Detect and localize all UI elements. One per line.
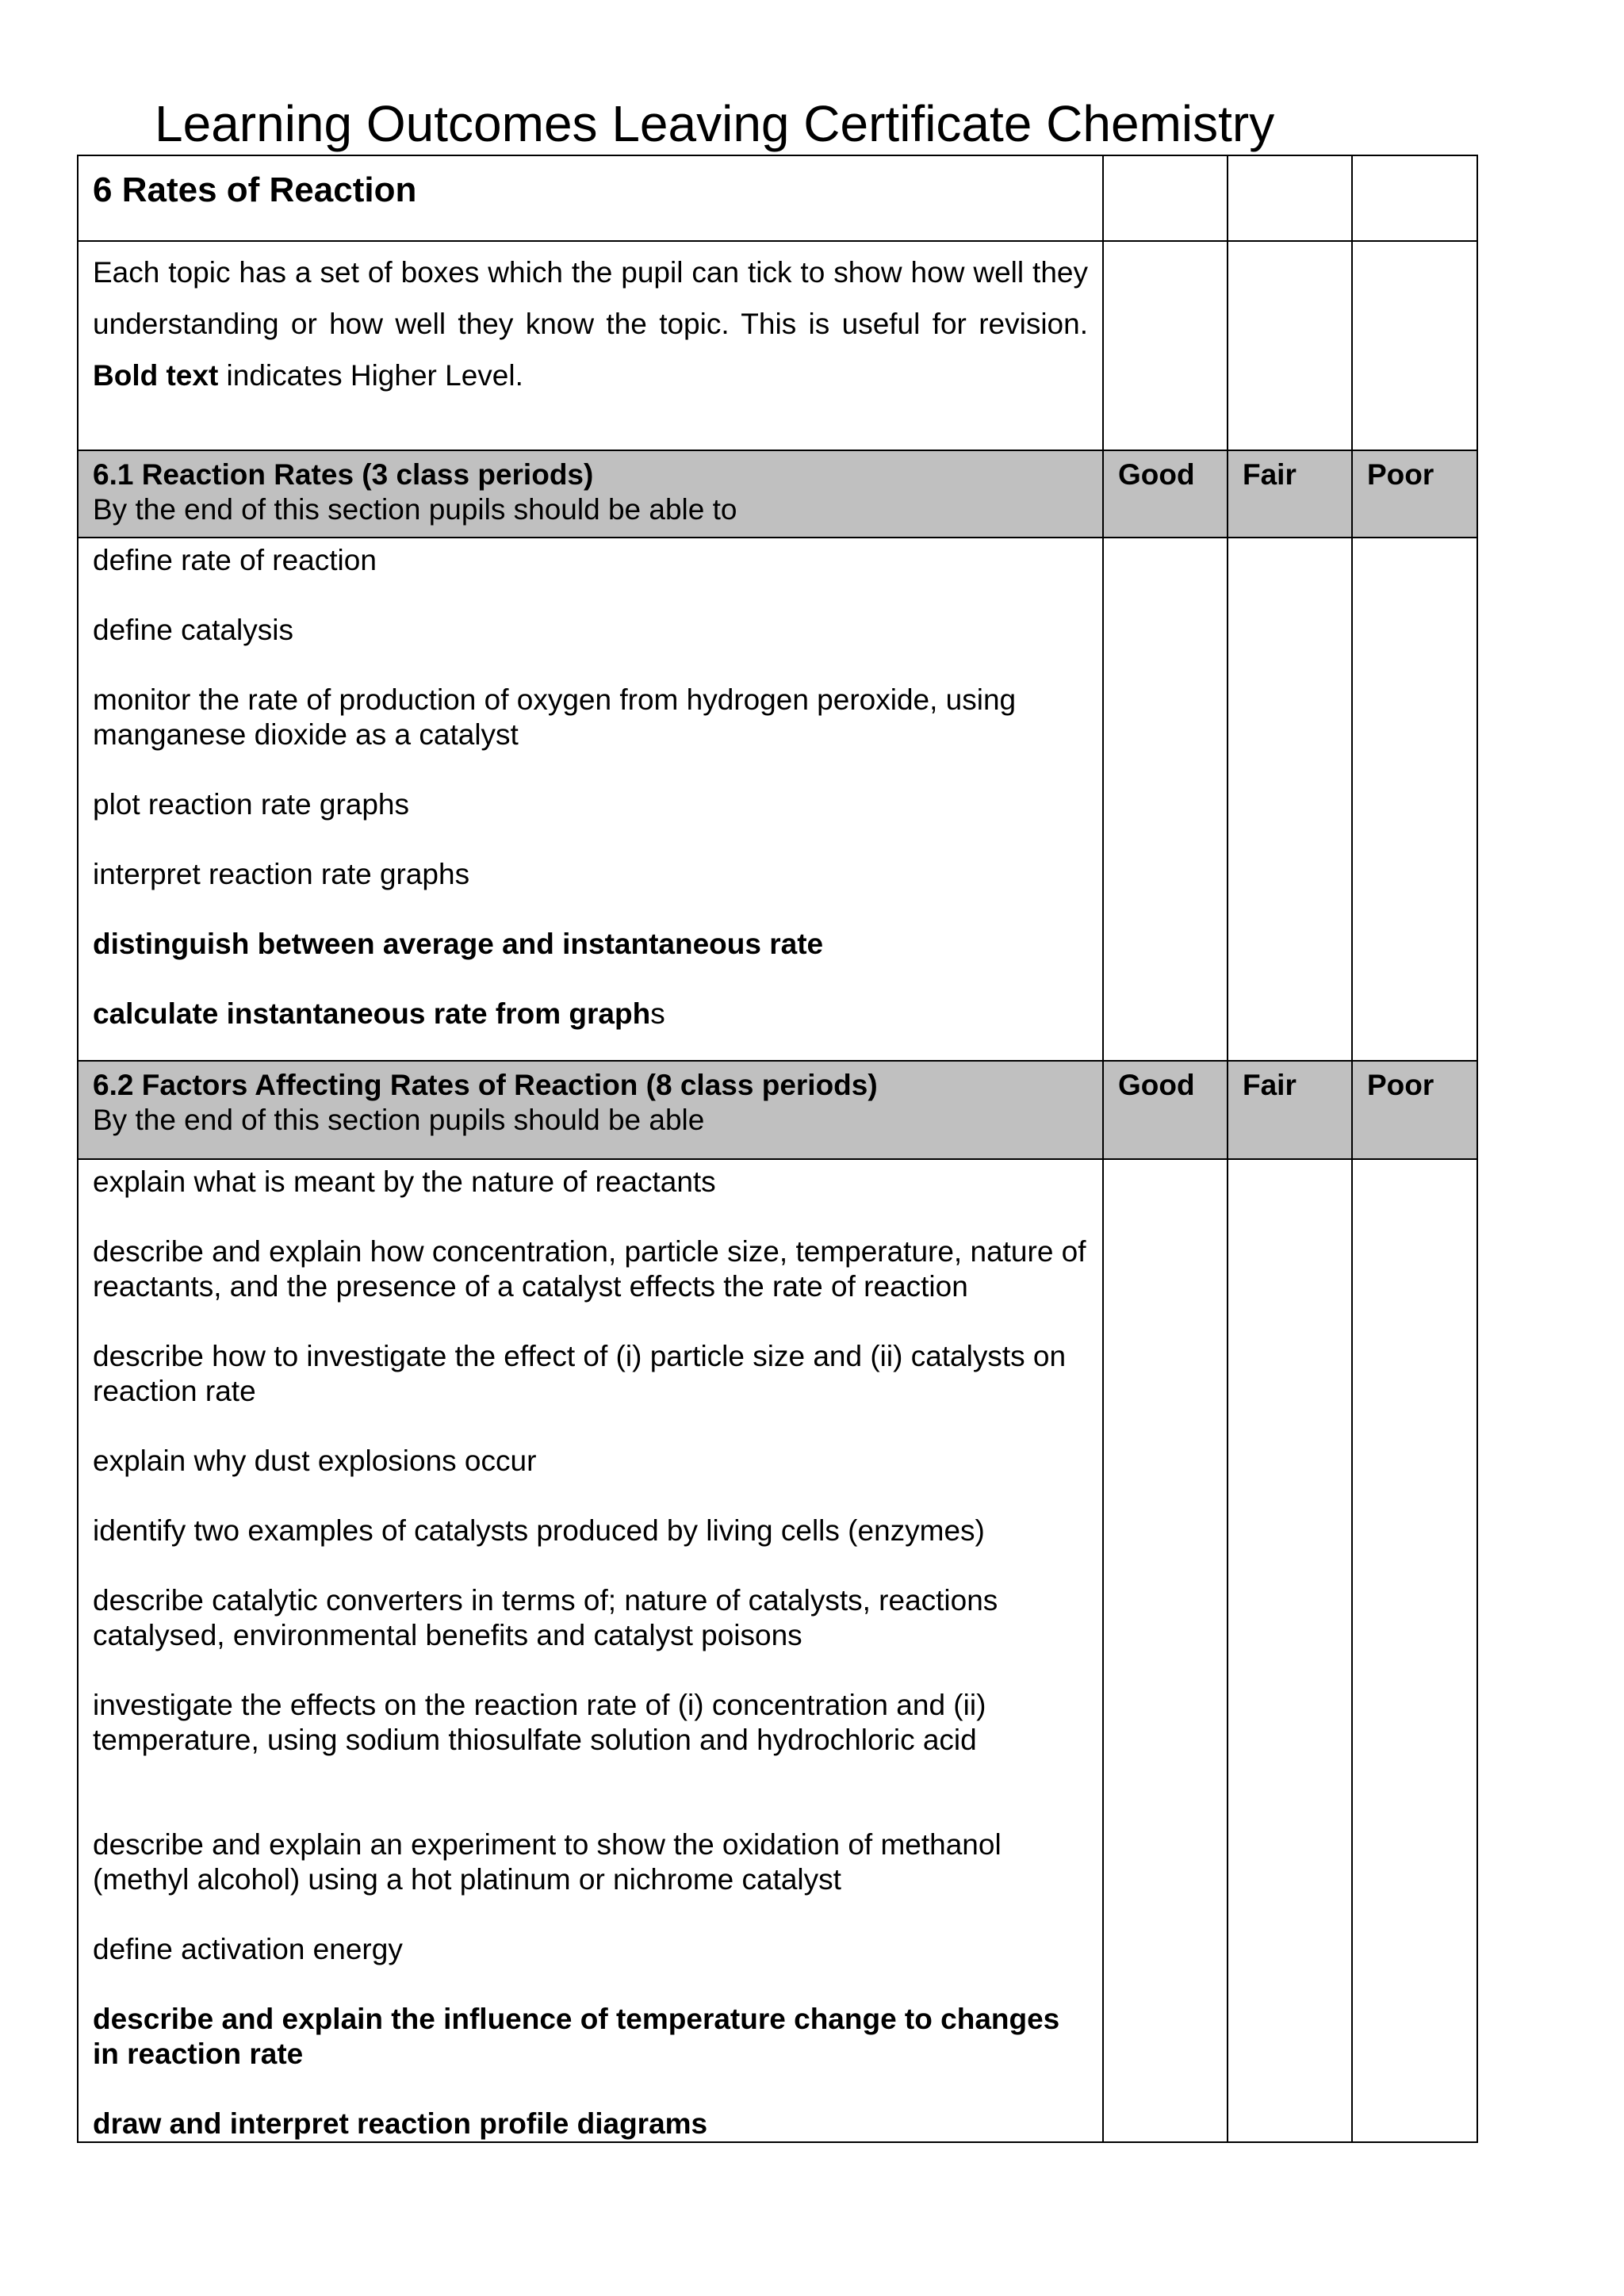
intro-text: Each topic has a set of boxes which the pupil can tick to show how well they understanding or how well they know the topic. This is useful for revision. bbox=[93, 256, 1088, 340]
learning-outcome bbox=[93, 1165, 1088, 1200]
page-title: Learning Outcomes Leaving Certificate Chemistry bbox=[155, 95, 1275, 152]
learning-outcome bbox=[93, 1339, 1088, 1409]
outcome-text: identify two examples of catalysts produced by living cells (enzymes) bbox=[93, 1514, 985, 1547]
tick-box[interactable] bbox=[1352, 155, 1477, 241]
tick-box-poor[interactable] bbox=[1352, 538, 1477, 1061]
rating-label-good: Good bbox=[1118, 458, 1195, 491]
outcome-text: investigate the effects on the reaction rate of (i) concentration and (ii) temperature, using sodium thiosulfate solution and hydrochloric acid bbox=[93, 1689, 986, 1756]
topic-heading: 6 Rates of Reaction bbox=[93, 170, 417, 209]
outcome-text: describe and explain an experiment to show the oxidation of methanol (methyl alcohol) using a hot platinum or nichrome catalyst bbox=[93, 1828, 1002, 1896]
outcome-text: define catalysis bbox=[93, 614, 293, 646]
section-subtitle: By the end of this section pupils should be able bbox=[93, 1104, 705, 1136]
topic-intro-row bbox=[78, 241, 1477, 450]
tick-box-good[interactable] bbox=[1103, 1159, 1228, 2142]
outcome-text: define activation energy bbox=[93, 1933, 403, 1965]
section-header bbox=[78, 450, 1103, 538]
outcome-text: distinguish between average and instantaneous rate bbox=[93, 928, 824, 960]
learning-outcome bbox=[93, 543, 1088, 578]
tick-box[interactable] bbox=[1228, 155, 1352, 241]
section-header bbox=[78, 1061, 1103, 1159]
learning-outcome bbox=[93, 2107, 1088, 2141]
rating-label-fair: Fair bbox=[1243, 1069, 1297, 1101]
outcome-text: calculate instantaneous rate from graph bbox=[93, 997, 651, 1030]
rating-label-good: Good bbox=[1118, 1069, 1195, 1101]
learning-outcome bbox=[93, 787, 1088, 822]
tick-box-poor[interactable] bbox=[1352, 1159, 1477, 2142]
tick-box[interactable] bbox=[1103, 155, 1228, 241]
outcome-text-suffix: s bbox=[650, 997, 665, 1030]
learning-outcome bbox=[93, 1827, 1088, 1897]
tick-box-fair[interactable] bbox=[1228, 538, 1352, 1061]
learning-outcome bbox=[93, 1444, 1088, 1479]
topic-intro bbox=[79, 242, 1102, 401]
rating-label-poor: Poor bbox=[1367, 458, 1434, 491]
intro-text-end: indicates Higher Level. bbox=[218, 359, 523, 392]
learning-outcomes-table bbox=[77, 155, 1478, 2143]
learning-outcome bbox=[93, 1513, 1088, 1548]
outcome-list bbox=[79, 1160, 1102, 2141]
outcome-text: monitor the rate of production of oxygen from hydrogen peroxide, using manganese dioxide as a catalyst bbox=[93, 683, 1017, 751]
tick-box[interactable] bbox=[1352, 241, 1477, 450]
outcome-text: draw and interpret reaction profile diagrams bbox=[93, 2107, 708, 2140]
section-header-row bbox=[78, 450, 1477, 538]
section-subtitle: By the end of this section pupils should be able to bbox=[93, 493, 737, 526]
tick-box-good[interactable] bbox=[1103, 538, 1228, 1061]
rating-label-poor: Poor bbox=[1367, 1069, 1434, 1101]
outcome-text: describe catalytic converters in terms of; nature of catalysts, reactions catalysed, environmental benefits and catalyst poisons bbox=[93, 1584, 998, 1651]
tick-box-fair[interactable] bbox=[1228, 1159, 1352, 2142]
learning-outcome bbox=[93, 1688, 1088, 1758]
section-header-row bbox=[78, 1061, 1477, 1159]
outcome-list bbox=[79, 538, 1102, 1031]
outcome-text: plot reaction rate graphs bbox=[93, 788, 410, 821]
topic-heading-row bbox=[78, 155, 1477, 241]
learning-outcome bbox=[93, 683, 1088, 752]
tick-box[interactable] bbox=[1103, 241, 1228, 450]
learning-outcome bbox=[93, 2002, 1088, 2072]
section-outcomes-row bbox=[78, 538, 1477, 1061]
outcome-text: describe and explain the influence of temperature change to changes in reaction rate bbox=[93, 2003, 1060, 2070]
outcome-text: describe how to investigate the effect of (i) particle size and (ii) catalysts on reaction rate bbox=[93, 1340, 1067, 1407]
learning-outcome bbox=[93, 857, 1088, 892]
section-title: 6.1 Reaction Rates (3 class periods) bbox=[93, 458, 594, 491]
learning-outcome bbox=[93, 997, 1088, 1031]
learning-outcome bbox=[93, 927, 1088, 962]
outcome-text: describe and explain how concentration, particle size, temperature, nature of reactants, and the presence of a catalyst effects the rate of reaction bbox=[93, 1235, 1086, 1303]
learning-outcome bbox=[93, 1932, 1088, 1967]
intro-bold-text: Bold text bbox=[93, 359, 219, 392]
outcome-text: interpret reaction rate graphs bbox=[93, 858, 470, 890]
learning-outcome bbox=[93, 1234, 1088, 1304]
learning-outcome bbox=[93, 1583, 1088, 1653]
tick-box[interactable] bbox=[1228, 241, 1352, 450]
outcome-text: explain why dust explosions occur bbox=[93, 1445, 537, 1477]
outcome-text: explain what is meant by the nature of reactants bbox=[93, 1165, 716, 1198]
rating-label-fair: Fair bbox=[1243, 458, 1297, 491]
outcome-text: define rate of reaction bbox=[93, 544, 377, 576]
learning-outcome bbox=[93, 613, 1088, 648]
section-outcomes-row bbox=[78, 1159, 1477, 2142]
section-title: 6.2 Factors Affecting Rates of Reaction (8 class periods) bbox=[93, 1069, 878, 1101]
